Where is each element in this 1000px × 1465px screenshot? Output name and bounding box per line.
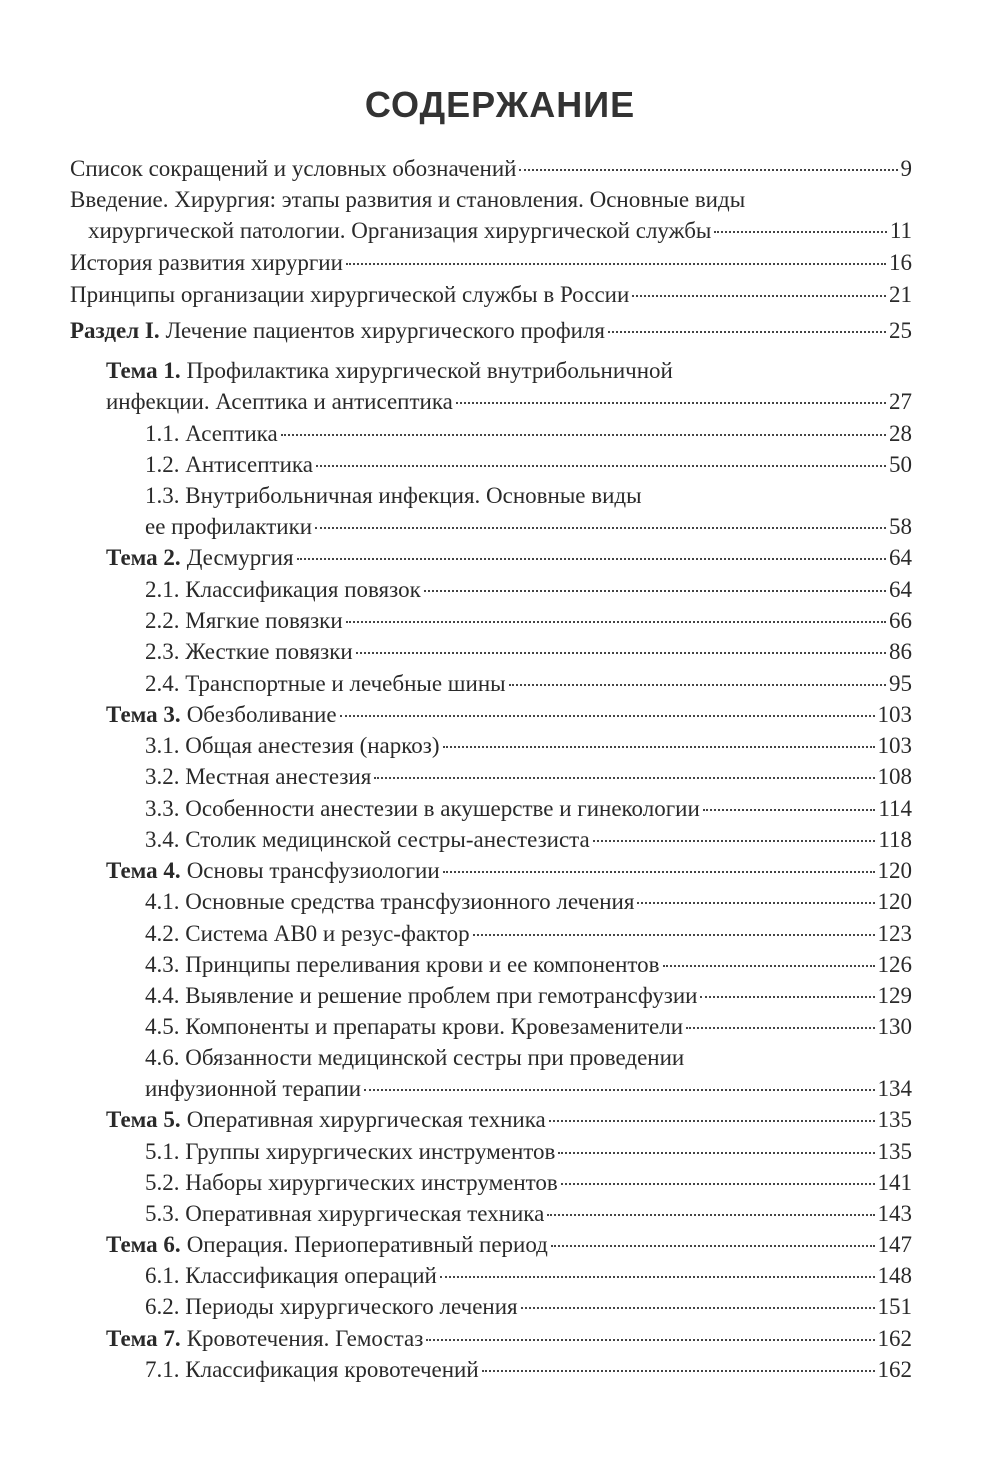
dot-leader [346,263,886,265]
toc-entry-title: инфузионной терапии [145,1076,362,1101]
toc-entry-page-number: 123 [877,921,912,946]
toc-entry-page-number: 11 [889,218,912,243]
toc-entry-first-line [106,355,673,386]
toc-entry-page-number: 9 [900,156,912,181]
toc-entry-page-number: 135 [877,1139,912,1164]
toc-entry-page-number: 66 [889,608,912,633]
toc-entry-page-number: 141 [877,1170,912,1195]
toc-entry-title: 1.2. Антисептика [145,452,313,477]
dot-leader [443,871,875,873]
dot-leader [443,746,875,748]
toc-entry-title: 4.3. Принципы переливания крови и ее компонентов [145,952,660,977]
toc-entry-page-number: 64 [889,545,912,570]
toc-entry-title: инфекции. Асептика и антисептика [106,389,453,414]
toc-entry-title: Операция. Периоперативный период [186,1232,548,1257]
toc-entry-page-number: 120 [877,889,912,914]
dot-leader [424,590,886,592]
dot-leader [663,965,875,967]
dot-leader [521,1307,875,1309]
dot-leader [549,1120,875,1122]
toc-entry-title: 1.1. Асептика [145,421,278,446]
toc-entry-page-number: 95 [889,671,912,696]
toc-entry-page-number: 134 [877,1076,912,1101]
toc-entry-title: 3.3. Особенности анестезии в акушерстве и гинекологии [145,796,700,821]
toc-entry-page-number: 135 [877,1107,912,1132]
toc-entry-title: Список сокращений и условных обозначений [70,156,517,181]
toc-entry-title: 5.2. Наборы хирургических инструментов [145,1170,558,1195]
toc-entry-page-number: 16 [889,250,912,275]
toc-entry-title: Обезболивание [186,702,337,727]
toc-entry-page-number: 50 [889,452,912,477]
toc-entry-number: Тема 5. [106,1107,181,1132]
dot-leader [426,1339,874,1341]
toc-entry-page-number: 130 [877,1014,912,1039]
toc-entry-title: 4.5. Компоненты и препараты крови. Кровезаменители [145,1014,684,1039]
toc-entry-page-number: 151 [877,1294,912,1319]
dot-leader [473,934,875,936]
toc-entry-title: 5.1. Группы хирургических инструментов [145,1139,556,1164]
dot-leader [608,331,886,333]
dot-leader [558,1152,874,1154]
toc-entry-title: Лечение пациентов хирургического профиля [165,318,606,343]
toc-entry-first-line: 4.6. Обязанности медицинской сестры при проведении [145,1045,685,1070]
toc-entry-page-number: 25 [889,318,912,343]
toc-entry-page-number: 64 [889,577,912,602]
toc-entry-title: 6.2. Периоды хирургического лечения [145,1294,518,1319]
toc-entry-title: 4.4. Выявление и решение проблем при гемотрансфузии [145,983,698,1008]
toc-entry-title: Принципы организации хирургической службы в России [70,282,630,307]
toc-entry-page-number: 103 [877,733,912,758]
toc-entry-page-number: 162 [877,1357,912,1382]
toc-entry-title: 3.4. Столик медицинской сестры-анестезиста [145,827,590,852]
dot-leader [632,295,886,297]
dot-leader [700,996,874,998]
page-title: СОДЕРЖАНИЕ [364,84,636,125]
toc-entry-first-line: Введение. Хирургия: этапы развития и становления. Основные виды [70,187,746,212]
dot-leader [482,1370,875,1372]
dot-leader [509,684,886,686]
toc-entry-page-number: 148 [877,1263,912,1288]
toc-entry-title: хирургической патологии. Организация хирургической службы [88,218,712,243]
dot-leader [551,1245,875,1247]
dot-leader [714,231,886,233]
toc-entry-page-number: 118 [878,827,912,852]
toc-entry-number: Тема 3. [106,702,181,727]
toc-entry-number: Раздел I. [70,318,160,343]
dot-leader [593,840,876,842]
dot-leader [315,527,886,529]
dot-leader [703,809,876,811]
dot-leader [364,1089,874,1091]
dot-leader [519,169,897,171]
dot-leader [440,1276,875,1278]
toc-entry-page-number: 27 [889,389,912,414]
dot-leader [637,902,874,904]
toc-entry-page-number: 143 [877,1201,912,1226]
toc-entry-title: Кровотечения. Гемостаз [186,1326,424,1351]
toc-entry-page-number: 28 [889,421,912,446]
dot-leader [374,777,874,779]
toc-entry-title-start: Профилактика хирургической внутрибольничной [186,358,673,383]
toc-entry-page-number: 21 [889,282,912,307]
toc-entry-number: Тема 7. [106,1326,181,1351]
toc-entry-title: 2.1. Классификация повязок [145,577,421,602]
dot-leader [356,652,886,654]
toc-entry-title: 2.3. Жесткие повязки [145,639,353,664]
toc-entry-title: 2.4. Транспортные и лечебные шины [145,671,506,696]
toc-entry-page-number: 108 [877,764,912,789]
toc-entry-title: 4.2. Система АВ0 и резус-фактор [145,921,470,946]
toc-entry-page-number: 86 [889,639,912,664]
toc-entry-page-number: 129 [877,983,912,1008]
toc-entry-number: Тема 4. [106,858,181,883]
toc-entry-title: 6.1. Классификация операций [145,1263,437,1288]
dot-leader [561,1183,875,1185]
toc-entry-page-number: 103 [877,702,912,727]
toc-entry-page-number: 114 [878,796,912,821]
dot-leader [340,715,875,717]
dot-leader [346,621,886,623]
toc-entry-page-number: 162 [877,1326,912,1351]
toc-entry-first-line: 1.3. Внутрибольничная инфекция. Основные виды [145,483,642,508]
dot-leader [456,402,886,404]
toc-entry-page-number: 147 [877,1232,912,1257]
toc-entry-number: Тема 6. [106,1232,181,1257]
toc-entry-number: Тема 2. [106,545,181,570]
dot-leader [297,558,886,560]
toc-entry-page-number: 58 [889,514,912,539]
toc-entry-title: 2.2. Мягкие повязки [145,608,343,633]
toc-entry-title: 4.1. Основные средства трансфузионного лечения [145,889,635,914]
toc-entry-title: 7.1. Классификация кровотечений [145,1357,479,1382]
toc-entry-title: Основы трансфузиологии [186,858,440,883]
toc-entry-title: Оперативная хирургическая техника [186,1107,546,1132]
dot-leader [316,465,886,467]
toc-entry-title: 5.3. Оперативная хирургическая техника [145,1201,545,1226]
toc-entry-page-number: 120 [877,858,912,883]
toc-entry-page-number: 126 [877,952,912,977]
dot-leader [281,434,886,436]
dot-leader [547,1214,874,1216]
toc-entry-title: 3.2. Местная анестезия [145,764,372,789]
toc-entry-title: Десмургия [186,545,294,570]
toc-entry-title: 3.1. Общая анестезия (наркоз) [145,733,440,758]
toc-entry-title: ее профилактики [145,514,313,539]
toc-entry-number: Тема 1. [106,358,187,383]
dot-leader [686,1027,874,1029]
toc-entry-title: История развития хирургии [70,250,343,275]
